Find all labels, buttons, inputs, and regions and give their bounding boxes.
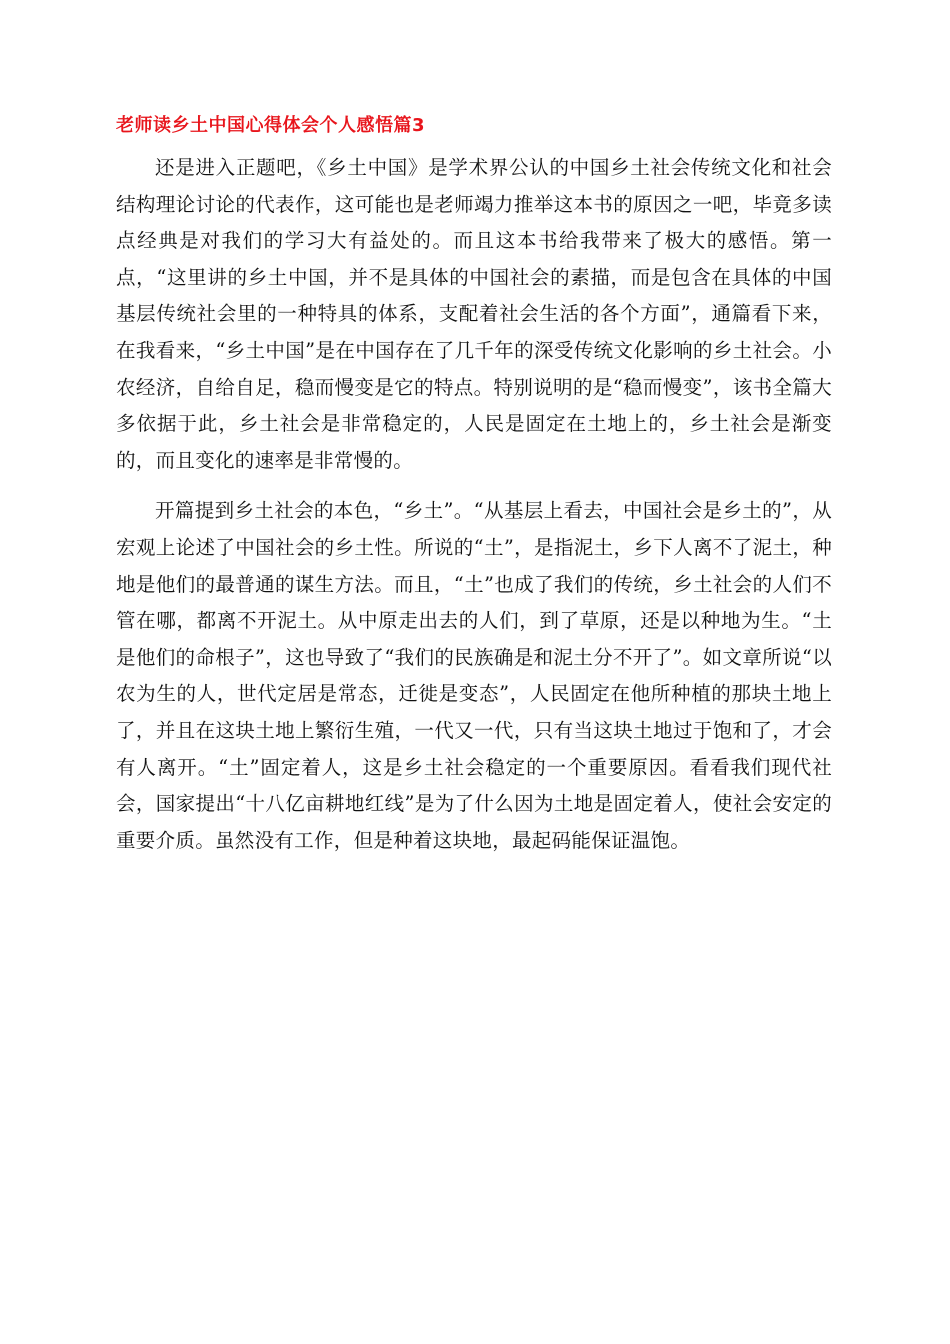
paragraph-2: 开篇提到乡土社会的本色，“乡土”。“从基层上看去，中国社会是乡土的”，从宏观上论述了中国社会的乡土性。所说的“土”，是指泥土，乡下人离不了泥土，种地是他们的最普通的谋生方法。而且，“土”也成了我们的传统，乡土社会的人们不管在哪，都离不开泥土。从中原走出去的人们，到了草原，还是以种地为生。“土是他们的命根子”，这也导致了“我们的民族确是和泥土分不开了”。如文章所说“以农为生的人，世代定居是常态，迁徙是变态”，人民固定在他所种植的那块土地上了，并且在这块土地上繁衍生殖，一代又一代，只有当这块土地过于饱和了，才会有人离开。“土”固定着人，这是乡土社会稳定的一个重要原因。看看我们现代社会，国家提出“十八亿亩耕地红线”是为了什么因为土地是固定着人，使社会安定的重要介质。虽然没有工作，但是种着这块地，最起码能保证温饱。 [116,499,832,852]
paragraph-1: 还是进入正题吧，《乡土中国》是学术界公认的中国乡土社会传统文化和社会结构理论讨论的代表作，这可能也是老师竭力推举这本书的原因之一吧，毕竟多读点经典是对我们的学习大有益处的。而且这本书给我带来了极大的感悟。第一点，“这里讲的乡土中国，并不是具体的中国社会的素描，而是包含在具体的中国基层传统社会里的一种特具的体系，支配着社会生活的各个方面”，通篇看下来，在我看来，“乡土中国”是在中国存在了几千年的深受传统文化影响的乡土社会。小农经济，自给自足，稳而慢变是它的特点。特别说明的是“稳而慢变”，该书全篇大多依据于此，乡土社会是非常稳定的，人民是固定在土地上的，乡土社会是渐变的，而且变化的速率是非常慢的。 [116,156,832,472]
document-page [116,114,832,859]
document-title: 老师读乡土中国心得体会个人感悟篇3 [116,115,426,136]
